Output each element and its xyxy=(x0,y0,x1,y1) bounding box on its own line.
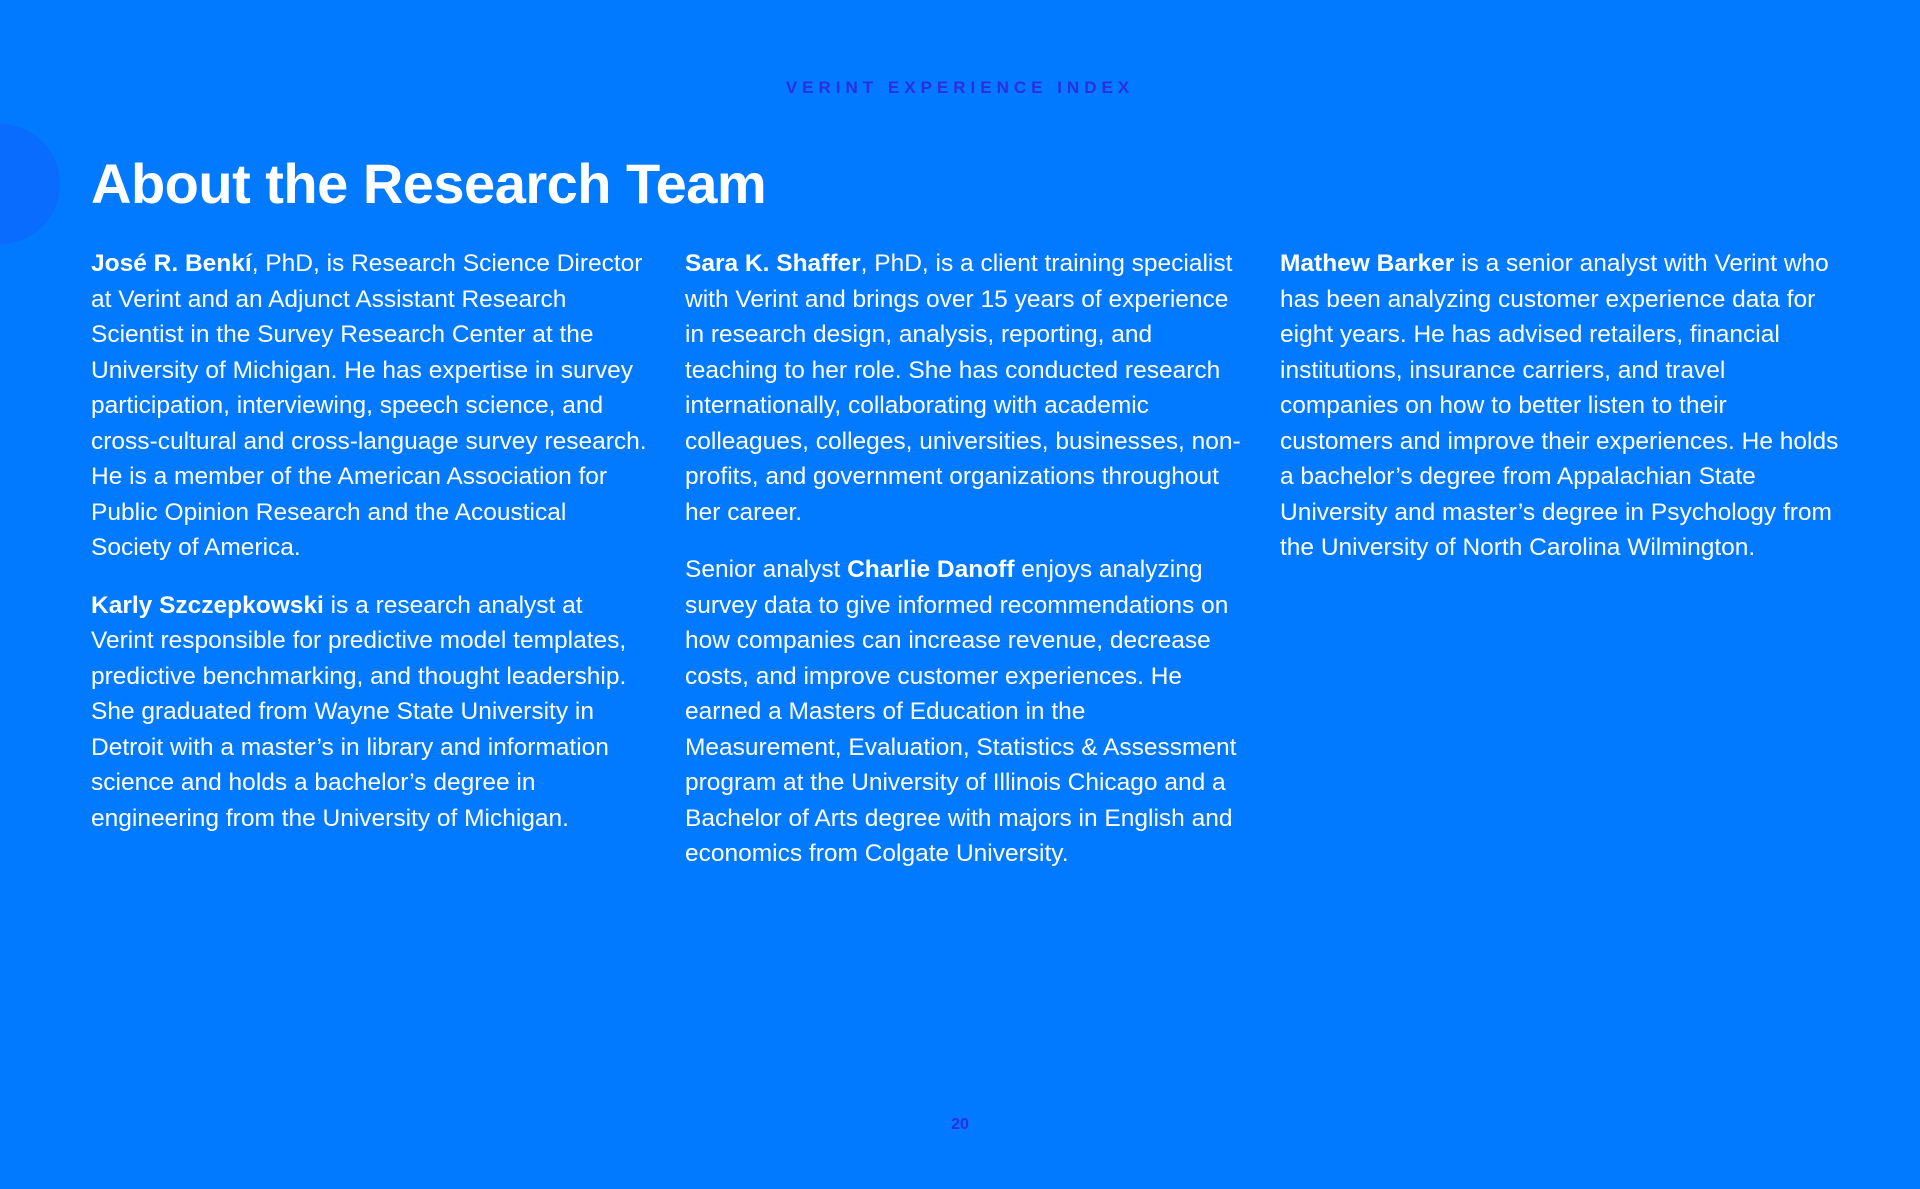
decorative-circle xyxy=(0,124,60,244)
bio-name: José R. Benkí xyxy=(91,250,252,277)
bio-jose-benki: José R. Benkí, PhD, is Research Science Director at Verint and an Adjunct Assistant Research Scientist in the Survey Research Center at the University of Michigan. He has expertise in survey participation, interviewing, speech science, and cross-cultural and cross-language survey research. He is a member of the American Association for Public Opinion Research and the Acoustical Society of America. xyxy=(91,250,647,561)
bio-sara-shaffer: Sara K. Shaffer, PhD, is a client training specialist with Verint and brings over 15 years of experience in research design, analysis, reporting, and teaching to her role. She has conducted research internationally, collaborating with academic colleagues, colleges, universities, businesses, non-profits, and government organizations throughout her career. xyxy=(685,250,1241,526)
bio-name: Mathew Barker xyxy=(1280,250,1455,277)
page-number: 20 xyxy=(951,1116,969,1133)
bio-name: Sara K. Shaffer xyxy=(685,250,861,277)
report-header-label: VERINT EXPERIENCE INDEX xyxy=(785,78,1135,97)
bio-karly-szczepkowski: Karly Szczepkowski is a research analyst at Verint responsible for predictive model templates, predictive benchmarking, and thought leadership. She graduated from Wayne State University in Detroit with a master’s in library and information science and holds a bachelor’s degree in engineering from the University of Michigan. xyxy=(91,591,627,832)
bio-name: Karly Szczepkowski xyxy=(91,591,324,619)
bio-charlie-danoff: Senior analyst Charlie Danoff enjoys analyzing survey data to give informed recommendations on how companies can increase revenue, decrease costs, and improve customer experiences. He earned a Masters of Education in the Measurement, Evaluation, Statistics & Assessment program at the University of Illinois Chicago and a Bachelor of Arts degree with majors in English and economics from Colgate University. xyxy=(685,556,1237,867)
bio-mathew-barker: Mathew Barker is a senior analyst with Verint who has been analyzing customer experience data for eight years. He has advised retailers, financial institutions, insurance carriers, and travel companies on how to better listen to their customers and improve their experiences. He holds a bachelor’s degree from Appalachian State University and master’s degree in Psychology from the University of North Carolina Wilmington. xyxy=(1280,250,1839,561)
page-title: About the Research Team xyxy=(91,152,767,215)
bio-column-3 xyxy=(1280,246,1840,588)
bio-column-1 xyxy=(91,246,651,858)
bio-column-2 xyxy=(685,246,1245,894)
bio-name: Charlie Danoff xyxy=(847,556,1015,583)
